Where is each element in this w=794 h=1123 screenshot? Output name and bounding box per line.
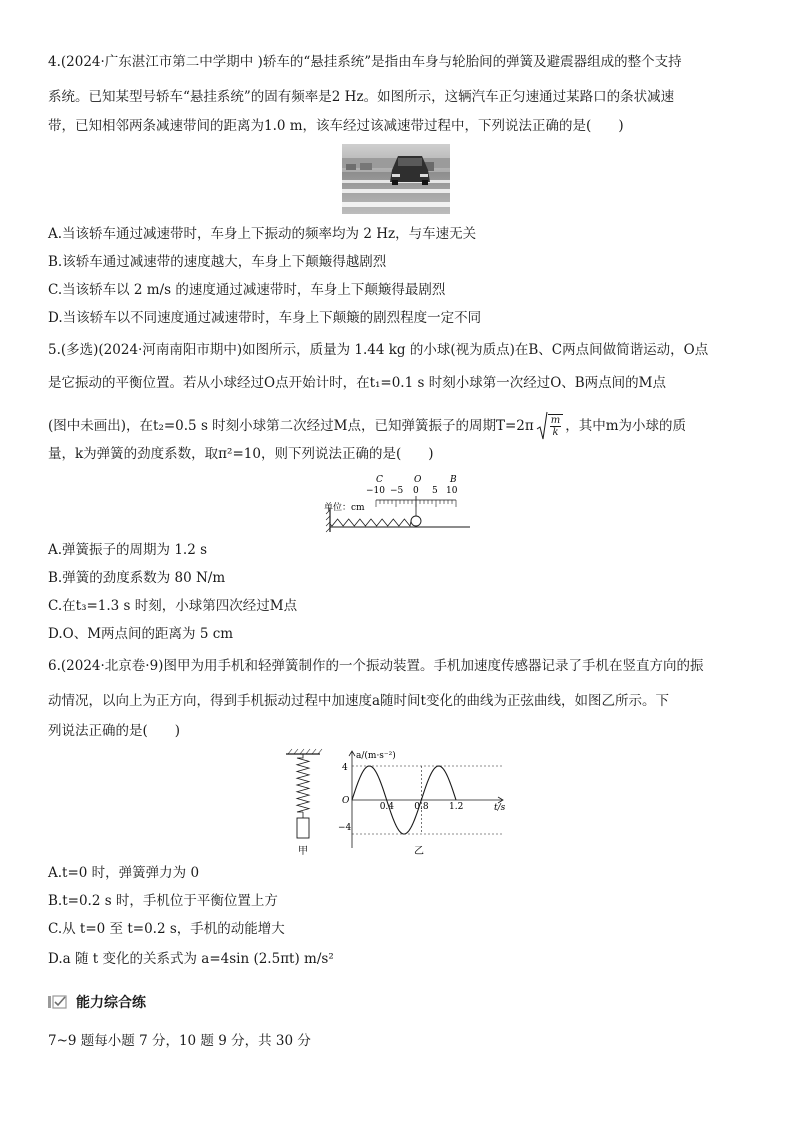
frac-denominator: k xyxy=(552,427,559,438)
q5-stem-line3-part1: (图中未画出)，在t₂=0.5 s 时刻小球第二次经过M点，已知弹簧振子的周期T=2π xyxy=(48,418,534,434)
tick-label-neg5: −5 xyxy=(390,486,404,496)
y-axis-label: a/(m·s⁻²) xyxy=(356,751,396,761)
q4-stem-line1: 4.(2024·广东湛江市第二中学期中 )轿车的“悬挂系统”是指由车身与轮胎间的弹簧及避震器组成的整个支持 xyxy=(48,54,682,70)
sqrt-fraction xyxy=(536,411,563,441)
q4-stem-line3: 带，已知相邻两条减速带间的距离为1.0 m，该车经过该减速带过程中，下列说法正确的是( ) xyxy=(48,118,624,134)
q6-option-d: D.a 随 t 变化的关系式为 a=4sin (2.5πt) m/s² xyxy=(48,951,334,967)
point-label-o: O xyxy=(414,475,422,485)
ceiling-hatching xyxy=(288,749,322,754)
q6-option-a: A.t=0 时，弹簧弹力为 0 xyxy=(48,865,200,881)
q6-option-b: B.t=0.2 s 时，手机位于平衡位置上方 xyxy=(48,893,278,909)
ball xyxy=(411,516,421,526)
q4-option-b: B.该轿车通过减速带的速度越大，车身上下颠簸得越剧烈 xyxy=(48,254,387,270)
q6-stem-line1: 6.(2024·北京卷·9)图甲为用手机和轻弹簧制作的一个振动装置。手机加速度传感器记录了手机在竖直方向的振 xyxy=(48,658,704,674)
hanging-spring xyxy=(297,754,309,812)
origin-label: O xyxy=(342,796,350,806)
q5-option-b: B.弹簧的劲度系数为 80 N/m xyxy=(48,570,226,586)
section-title: 能力综合练 xyxy=(76,995,146,1011)
point-label-c: C xyxy=(376,475,383,485)
q5-option-d: D.O、M两点间的距离为 5 cm xyxy=(48,626,234,642)
q6-stem-line3: 列说法正确的是( ) xyxy=(48,723,181,739)
phone-spring-device-figure xyxy=(284,748,324,858)
q5-option-a: A.弹簧振子的周期为 1.2 s xyxy=(48,542,208,558)
x-tick-label-1.2: 1.2 xyxy=(449,802,464,812)
x-tick-label-0.4: 0.4 xyxy=(379,802,395,812)
q5-stem-line1: 5.(多选)(2024·河南南阳市期中)如图所示，质量为 1.44 kg 的小球(视为质点)在B、C两点间做简谐运动，O点 xyxy=(48,342,709,358)
tick-label-0: 0 xyxy=(413,486,419,496)
q6-option-c: C.从 t=0 至 t=0.2 s，手机的动能增大 xyxy=(48,921,285,937)
y-tick-label-4: 4 xyxy=(342,763,348,773)
spring-oscillator-figure xyxy=(318,470,474,534)
q5-stem-line2: 是它振动的平衡位置。若从小球经过O点开始计时，在t₁=0.1 s 时刻小球第一次经过O、B两点间的M点 xyxy=(48,375,667,391)
tick-label-5: 5 xyxy=(432,486,438,496)
section-scoring-note: 7~9 题每小题 7 分，10 题 9 分，共 30 分 xyxy=(48,1033,311,1049)
figure-label-yi: 乙 xyxy=(414,846,424,857)
tick-label-neg10: −10 xyxy=(366,486,385,496)
point-label-b: B xyxy=(450,475,457,485)
q4-option-d: D.当该轿车以不同速度通过减速带时，车身上下颠簸的剧烈程度一定不同 xyxy=(48,310,482,326)
unit-label: 单位：cm xyxy=(324,503,365,513)
tick-label-10: 10 xyxy=(446,486,458,496)
q4-option-a: A.当该轿车通过减速带时，车身上下振动的频率均为 2 Hz，与车速无关 xyxy=(48,226,477,242)
q4-stem-line2: 系统。已知某型号轿车“悬挂系统”的固有频率是2 Hz。如图所示，这辆汽车正匀速通过某路口的条状减速 xyxy=(48,89,675,105)
q5-stem-line3-part2: ，其中m为小球的质 xyxy=(565,418,687,434)
figure-label-jia: 甲 xyxy=(298,846,308,857)
checklist-icon xyxy=(48,994,68,1010)
q5-stem-line4: 量，k为弹簧的劲度系数，取π²=10，则下列说法正确的是( ) xyxy=(48,446,434,462)
q6-stem-line2: 动情况，以向上为正方向，得到手机振动过程中加速度a随时间t变化的曲线为正弦曲线，如图乙所示。下 xyxy=(48,693,669,709)
q5-stem-line3 xyxy=(48,411,686,441)
car-speed-bump-photo xyxy=(342,144,450,214)
wall-hatching xyxy=(326,510,330,532)
acceleration-time-chart xyxy=(336,748,516,858)
q5-option-c: C.在t₃=1.3 s 时刻，小球第四次经过M点 xyxy=(48,598,298,614)
y-tick-label-neg4: −4 xyxy=(338,823,352,833)
frac-numerator: m xyxy=(550,415,561,426)
phone xyxy=(297,818,309,838)
x-tick-label-0.8: 0.8 xyxy=(414,802,429,812)
q4-option-c: C.当该轿车以 2 m/s 的速度通过减速带时，车身上下颠簸得最剧烈 xyxy=(48,282,446,298)
x-axis-label: t/s xyxy=(494,803,506,813)
section-header xyxy=(48,992,146,1012)
spring xyxy=(330,519,411,526)
